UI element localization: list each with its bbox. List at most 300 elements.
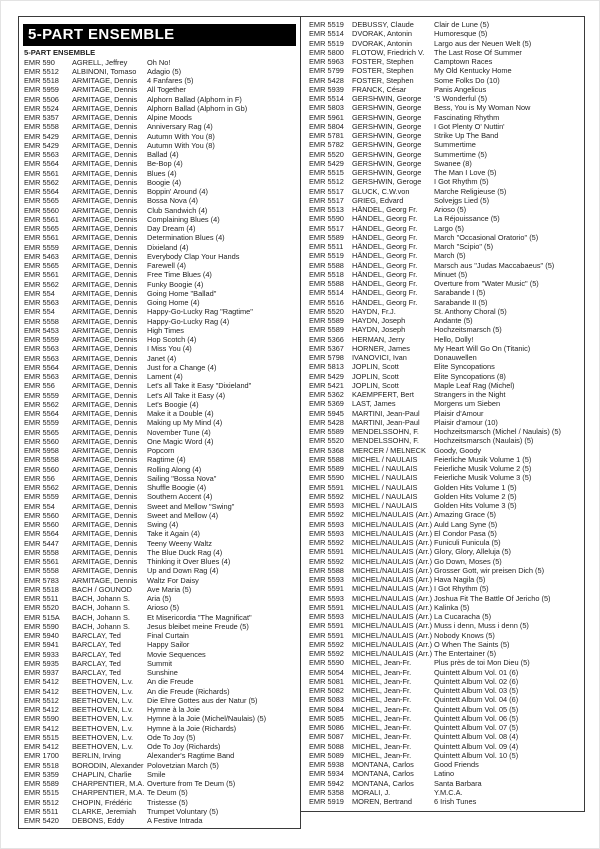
piece-title: Kalinka (5) (434, 602, 470, 612)
emr-number: EMR 5588 (309, 279, 344, 288)
piece-title: Summertime (5) (434, 149, 487, 159)
piece-title: The Entertainer (5) (434, 649, 497, 658)
catalog-row (301, 436, 584, 445)
emr-number: EMR 5558 (24, 316, 59, 326)
emr-number: EMR 5518 (24, 760, 59, 770)
section-banner: 5-PART ENSEMBLE (23, 24, 296, 46)
composer-name: ARMITAGE, Dennis (72, 122, 138, 132)
piece-title: Golden Hits Volume 1 (5) (434, 482, 517, 492)
composer-name: FLOTOW, Friedrich V. (352, 47, 425, 57)
composer-name: MICHEL/NAULAIS (Arr.) (352, 649, 433, 658)
composer-name: MICHEL/NAULAIS (Arr.) (352, 584, 433, 594)
catalog-row (301, 631, 584, 640)
catalog-row (301, 575, 584, 584)
catalog-row (19, 104, 300, 113)
piece-title: Marsch aus "Judas Maccabaeus" (5) (434, 260, 555, 270)
catalog-row (19, 529, 300, 538)
emr-number: EMR 5800 (309, 47, 344, 57)
piece-title: Alphorn Ballad (Alphorn in Gb) (147, 103, 248, 113)
emr-number: EMR 5589 (309, 316, 344, 325)
emr-number: EMR 5938 (309, 760, 344, 769)
catalog-row (19, 594, 300, 603)
emr-number: EMR 5813 (309, 362, 344, 372)
emr-number: EMR 5362 (309, 390, 344, 399)
emr-number: EMR 5563 (24, 353, 59, 363)
composer-name: MICHEL/NAULAIS (Arr.) (352, 593, 433, 603)
emr-number: EMR 5560 (24, 464, 59, 474)
emr-number: EMR 590 (24, 57, 55, 67)
piece-title: Golden Hits Volume 2 (5) (434, 491, 517, 501)
emr-number: EMR 5933 (24, 649, 59, 659)
piece-title: Going Home (4) (147, 298, 200, 307)
catalog-row (301, 187, 584, 196)
emr-number: EMR 5588 (309, 454, 344, 464)
composer-name: ARMITAGE, Dennis (72, 94, 138, 104)
piece-title: Feierliche Musik Volume 1 (5) (434, 454, 532, 464)
piece-title: El Condor Pasa (5) (434, 528, 497, 538)
composer-name: ARMITAGE, Dennis (72, 168, 138, 178)
emr-number: EMR 5515 (309, 168, 344, 177)
emr-number: EMR 5358 (309, 787, 344, 797)
piece-title: Bossa Nova (4) (147, 196, 198, 206)
piece-title: Hymne à la Joie (147, 705, 200, 714)
catalog-row (301, 603, 584, 612)
piece-title: The Man I Love (5) (434, 168, 497, 177)
catalog-row (19, 67, 300, 76)
composer-name: MICHEL/NAULAIS (Arr.) (352, 639, 433, 649)
emr-number: EMR 5520 (309, 436, 344, 446)
composer-name: HAYDN, Joseph (352, 316, 406, 325)
piece-title: Glory, Glory, Alleluja (5) (434, 547, 511, 557)
catalog-row (19, 141, 300, 150)
piece-title: Trumpet Voluntary (5) (147, 806, 219, 816)
catalog-row (19, 381, 300, 390)
emr-number: EMR 5520 (24, 603, 59, 613)
composer-name: DVORAK, Antonin (352, 38, 412, 48)
piece-title: O When The Saints (5) (434, 639, 510, 649)
piece-title: Janet (4) (147, 353, 177, 363)
piece-title: Clair de Lune (5) (434, 20, 490, 29)
piece-title: An die Freude (Richards) (147, 686, 230, 696)
catalog-row (301, 584, 584, 593)
piece-title: Hymne à la Joie (Michel/Naulais) (5) (147, 714, 267, 724)
emr-number: EMR 5959 (24, 85, 59, 95)
composer-name: ARMITAGE, Dennis (72, 113, 138, 122)
piece-title: Ode To Joy (5) (147, 732, 196, 742)
piece-title: Quintett Album Vol. 08 (4) (434, 732, 519, 742)
catalog-row (19, 261, 300, 270)
piece-title: Adagio (5) (147, 66, 182, 76)
piece-title: Bess, You is My Woman Now (434, 103, 531, 113)
piece-title: Making up My Mind (4) (147, 418, 223, 428)
catalog-row (19, 280, 300, 289)
catalog-row (301, 270, 584, 279)
emr-number: EMR 5081 (309, 676, 344, 686)
piece-title: Complaining Blues (4) (147, 214, 220, 224)
catalog-row (19, 465, 300, 474)
composer-name: ARMITAGE, Dennis (72, 196, 138, 206)
composer-name: DEBONS, Eddy (72, 816, 125, 825)
catalog-row (19, 58, 300, 67)
catalog-row (301, 797, 584, 806)
composer-name: MICHEL / NAULAIS (352, 482, 418, 492)
composer-name: MICHEL, Jean-Fr. (352, 686, 412, 695)
catalog-row (19, 206, 300, 215)
piece-title: Everybody Clap Your Hands (147, 251, 240, 261)
piece-title: Camptown Races (434, 57, 493, 66)
composer-name: BARCLAY, Ted (72, 649, 121, 659)
emr-number: EMR 5561 (24, 233, 59, 243)
composer-name: ARMITAGE, Dennis (72, 335, 138, 344)
piece-title: Be-Bop (4) (147, 159, 183, 169)
piece-title: Swanee (8) (434, 158, 472, 168)
composer-name: BACH, Johann S. (72, 612, 130, 622)
piece-title: Quintett Album Vol. 10 (5) (434, 750, 519, 760)
piece-title: Summit (147, 658, 173, 668)
piece-title: Quintett Album Vol. 02 (6) (434, 676, 519, 686)
catalog-row (301, 723, 584, 732)
catalog-row (301, 140, 584, 149)
piece-title: My Old Kentucky Home (434, 66, 512, 76)
catalog-row (301, 20, 584, 29)
emr-number: EMR 5799 (309, 66, 344, 76)
composer-name: MICHEL, Jean-Fr. (352, 658, 412, 668)
emr-number: EMR 5559 (24, 492, 59, 502)
emr-number: EMR 5562 (24, 279, 59, 289)
catalog-row (19, 76, 300, 85)
composer-name: MONTANA, Carlos (352, 778, 414, 788)
catalog-row (301, 510, 584, 519)
piece-title: Waltz For Daisy (147, 575, 199, 585)
piece-title: Take it Again (4) (147, 529, 200, 539)
composer-name: HAYDN, Fr.J. (352, 306, 396, 316)
section-header: 5-PART ENSEMBLE (24, 48, 96, 57)
emr-number: EMR 5463 (24, 251, 59, 261)
piece-title: The Last Rose Of Summer (434, 47, 522, 57)
catalog-row (19, 548, 300, 557)
emr-number: EMR 515A (24, 612, 60, 622)
composer-name: HÄNDEL, Georg Fr. (352, 214, 418, 224)
catalog-row (301, 612, 584, 621)
composer-name: BEETHOVEN, L.v. (72, 695, 134, 705)
composer-name: HÄNDEL, Georg Fr. (352, 223, 418, 233)
piece-title: Hop Scotch (4) (147, 335, 197, 344)
composer-name: DVORAK, Antonin (352, 29, 412, 39)
emr-number: EMR 5558 (24, 566, 59, 576)
piece-title: Ode To Joy (Richards) (147, 742, 221, 751)
catalog-row (301, 649, 584, 658)
catalog-row (19, 798, 300, 807)
piece-title: March "Occasional Oratorio" (5) (434, 232, 539, 242)
composer-name: MICHEL, Jean-Fr. (352, 667, 412, 677)
composer-name: LAST, James (352, 399, 396, 409)
emr-number: EMR 5089 (309, 750, 344, 760)
catalog-row (301, 316, 584, 325)
catalog-row (19, 150, 300, 159)
emr-number: EMR 5565 (24, 196, 59, 206)
emr-number: EMR 5359 (24, 769, 59, 779)
catalog-row (19, 418, 300, 427)
piece-title: Sweet and Mellow "Swing" (147, 501, 235, 511)
piece-title: Hello, Dolly! (434, 334, 474, 344)
piece-title: Feierliche Musik Volume 2 (5) (434, 464, 532, 473)
piece-title: Go Down, Moses (5) (434, 556, 502, 566)
piece-title: An die Freude (147, 677, 194, 687)
composer-name: CHARPENTIER, M.A. (72, 788, 145, 798)
catalog-row (19, 622, 300, 631)
emr-number: EMR 5563 (24, 150, 59, 159)
composer-name: BEETHOVEN, L.v. (72, 732, 134, 742)
composer-name: GERSHWIN, George (352, 168, 422, 177)
emr-number: EMR 5513 (309, 205, 344, 214)
emr-number: EMR 5934 (309, 769, 344, 779)
catalog-row (301, 103, 584, 112)
composer-name: ARMITAGE, Dennis (72, 344, 138, 354)
emr-number: EMR 5087 (309, 732, 344, 742)
catalog-row (19, 455, 300, 464)
catalog-row (301, 751, 584, 760)
emr-number: EMR 5518 (309, 269, 344, 279)
piece-title: Autumn With You (8) (147, 140, 215, 150)
emr-number: EMR 5592 (309, 649, 344, 658)
piece-title: I Got Rhythm (5) (434, 177, 489, 187)
composer-name: BEETHOVEN, L.v. (72, 677, 134, 687)
piece-title: I Got Rhythm (5) (434, 584, 489, 594)
emr-number: EMR 5511 (24, 806, 59, 816)
composer-name: MICHEL/NAULAIS (Arr.) (352, 519, 433, 529)
composer-name: MICHEL, Jean-Fr. (352, 695, 412, 705)
composer-name: ARMITAGE, Dennis (72, 381, 138, 391)
emr-number: EMR 5369 (309, 399, 344, 409)
catalog-row (19, 659, 300, 668)
catalog-row (301, 594, 584, 603)
catalog-row (19, 243, 300, 252)
piece-title: 6 Irish Tunes (434, 797, 477, 806)
piece-title: Day Dream (4) (147, 224, 196, 233)
composer-name: HÄNDEL, Georg Fr. (352, 279, 418, 288)
composer-name: GERSHWIN, George (352, 121, 422, 131)
piece-title: Oh No! (147, 57, 171, 67)
emr-number: EMR 5412 (24, 705, 59, 714)
catalog-row (19, 511, 300, 520)
piece-title: Some Folks Do (10) (434, 75, 500, 85)
composer-name: MARTINI, Jean-Paul (352, 417, 420, 427)
composer-name: MICHEL/NAULAIS (Arr.) (352, 565, 433, 575)
emr-number: EMR 5412 (24, 723, 59, 733)
composer-name: DEBUSSY, Claude (352, 20, 414, 29)
piece-title: The Blue Duck Rag (4) (147, 547, 223, 557)
emr-number: EMR 5588 (309, 565, 344, 575)
catalog-row (19, 363, 300, 372)
piece-title: November Tune (4) (147, 427, 211, 437)
emr-number: EMR 5593 (309, 593, 344, 603)
piece-title: Sarabande II (5) (434, 297, 488, 307)
piece-title: Polovetzian March (5) (147, 760, 219, 770)
piece-title: Feierliche Musik Volume 3 (5) (434, 473, 532, 483)
piece-title: Movie Sequences (147, 649, 206, 659)
emr-number: EMR 5590 (24, 714, 59, 724)
piece-title: Sunshine (147, 668, 178, 677)
piece-title: Arioso (5) (147, 603, 180, 613)
composer-name: ARMITAGE, Dennis (72, 261, 138, 270)
catalog-row (301, 205, 584, 214)
piece-title: Let's all Take it Easy "Dixieland" (147, 381, 252, 391)
piece-title: Die Ehre Gottes aus der Natur (5) (147, 695, 258, 705)
composer-name: CHAPLIN, Charlie (72, 769, 132, 779)
catalog-row (19, 705, 300, 714)
emr-number: EMR 5564 (24, 529, 59, 539)
emr-number: EMR 5565 (24, 224, 59, 233)
composer-name: MERCER / MELNECK (352, 445, 426, 455)
composer-name: MICHEL/NAULAIS (Arr.) (352, 510, 433, 520)
emr-number: EMR 5511 (24, 594, 59, 603)
composer-name: ARMITAGE, Dennis (72, 390, 138, 400)
piece-title: Alexander's Ragtime Band (147, 751, 235, 761)
emr-number: EMR 5514 (309, 288, 344, 298)
emr-number: EMR 5368 (309, 445, 344, 455)
emr-number: EMR 5942 (309, 778, 344, 788)
catalog-row (19, 354, 300, 363)
catalog-row (301, 529, 584, 538)
emr-number: EMR 5560 (24, 520, 59, 529)
composer-name: MOREN, Bertrand (352, 797, 412, 806)
composer-name: ARMITAGE, Dennis (72, 547, 138, 557)
emr-number: EMR 556 (24, 473, 55, 483)
piece-title: Plaisir d'Amour (434, 408, 484, 418)
emr-number: EMR 5517 (309, 223, 344, 233)
piece-title: Boogie (4) (147, 177, 182, 187)
emr-number: EMR 5561 (24, 270, 59, 280)
piece-title: Aria (5) (147, 594, 172, 603)
composer-name: ARMITAGE, Dennis (72, 159, 138, 169)
composer-name: HÄNDEL, Georg Fr. (352, 288, 418, 298)
composer-name: MICHEL, Jean-Fr. (352, 741, 412, 751)
catalog-row (301, 196, 584, 205)
piece-title: Make it a Double (4) (147, 409, 214, 418)
composer-name: BORODIN, Alexander (72, 760, 144, 770)
emr-number: EMR 5512 (24, 695, 59, 705)
piece-title: Et Misericordia "The Magnificat" (147, 612, 252, 622)
catalog-row (301, 742, 584, 751)
catalog-row (301, 94, 584, 103)
catalog-row (301, 668, 584, 677)
composer-name: HORNER, James (352, 343, 410, 353)
catalog-rows-right (301, 20, 584, 806)
emr-number: EMR 5516 (309, 297, 344, 307)
catalog-row (301, 695, 584, 704)
piece-title: Quintett Album Vol. 07 (5) (434, 723, 519, 732)
catalog-row (19, 733, 300, 742)
piece-title: All Together (147, 85, 186, 95)
composer-name: GERSHWIN, George (352, 158, 422, 168)
catalog-row (301, 677, 584, 686)
catalog-row (301, 640, 584, 649)
catalog-row (301, 779, 584, 788)
emr-number: EMR 5560 (24, 510, 59, 520)
emr-number: EMR 5562 (24, 483, 59, 492)
catalog-row (19, 344, 300, 353)
composer-name: HAYDN, Joseph (352, 325, 406, 335)
emr-number: EMR 5591 (309, 630, 344, 640)
emr-number: EMR 5524 (24, 103, 59, 113)
catalog-row (19, 289, 300, 298)
piece-title: Summertime (434, 140, 476, 150)
catalog-row (301, 455, 584, 464)
catalog-row (301, 66, 584, 75)
emr-number: EMR 5559 (24, 242, 59, 252)
emr-number: EMR 5447 (24, 538, 59, 548)
piece-title: Let's All Take it Easy (4) (147, 390, 226, 400)
piece-title: Strike Up The Band (434, 131, 499, 140)
catalog-row (19, 714, 300, 723)
composer-name: ARMITAGE, Dennis (72, 399, 138, 409)
composer-name: ARMITAGE, Dennis (72, 224, 138, 233)
piece-title: Quintett Album Vol. 01 (6) (434, 667, 519, 677)
composer-name: MICHEL/NAULAIS (Arr.) (352, 575, 433, 584)
piece-title: Andante (5) (434, 316, 473, 325)
piece-title: Free Time Blues (4) (147, 270, 212, 280)
catalog-row (19, 603, 300, 612)
piece-title: Popcorn (147, 446, 175, 455)
catalog-row (301, 344, 584, 353)
composer-name: MICHEL, Jean-Fr. (352, 723, 412, 732)
piece-title: Santa Barbara (434, 778, 482, 788)
piece-title: Let's Boogie (4) (147, 399, 199, 409)
composer-name: ARMITAGE, Dennis (72, 557, 138, 566)
composer-name: MICHEL, Jean-Fr. (352, 732, 412, 742)
emr-number: EMR 5562 (24, 177, 59, 187)
composer-name: ARMITAGE, Dennis (72, 205, 138, 215)
catalog-row (301, 381, 584, 390)
emr-number: EMR 5561 (24, 168, 59, 178)
composer-name: AGRELL, Jeffrey (72, 57, 128, 67)
composer-name: BEETHOVEN, L.v. (72, 686, 134, 696)
composer-name: MICHEL/NAULAIS (Arr.) (352, 528, 433, 538)
composer-name: JOPLIN, Scott (352, 362, 399, 372)
emr-number: EMR 5592 (309, 639, 344, 649)
piece-title: Southern Accent (4) (147, 492, 213, 502)
emr-number: EMR 5593 (309, 575, 344, 584)
composer-name: MENDELSSOHN, F. (352, 427, 419, 436)
piece-title: Blues (4) (147, 168, 177, 178)
emr-number: EMR 5357 (24, 113, 59, 122)
composer-name: MICHEL / NAULAIS (352, 501, 418, 510)
piece-title: Shuffle Boogie (4) (147, 483, 207, 492)
piece-title: Quintett Album Vol. 09 (4) (434, 741, 519, 751)
emr-number: EMR 5560 (24, 436, 59, 446)
piece-title: Teeny Weeny Waltz (147, 538, 212, 548)
emr-number: EMR 5563 (24, 372, 59, 381)
catalog-row (19, 687, 300, 696)
emr-number: EMR 5935 (24, 658, 59, 668)
composer-name: HÄNDEL, Georg Fr. (352, 251, 418, 261)
catalog-row (301, 520, 584, 529)
catalog-row (301, 418, 584, 427)
composer-name: ARMITAGE, Dennis (72, 372, 138, 381)
piece-title: I Miss You (4) (147, 344, 192, 354)
emr-number: EMR 5592 (309, 510, 344, 520)
catalog-row (19, 113, 300, 122)
emr-number: EMR 5589 (24, 779, 59, 788)
composer-name: HÄNDEL, Georg Fr. (352, 260, 418, 270)
catalog-row (19, 372, 300, 381)
piece-title: Auld Lang Syne (5) (434, 519, 498, 529)
emr-number: EMR 5588 (309, 260, 344, 270)
composer-name: BERLIN, Irving (72, 751, 121, 761)
catalog-row (19, 132, 300, 141)
composer-name: ARMITAGE, Dennis (72, 103, 138, 113)
emr-number: EMR 5514 (309, 29, 344, 39)
